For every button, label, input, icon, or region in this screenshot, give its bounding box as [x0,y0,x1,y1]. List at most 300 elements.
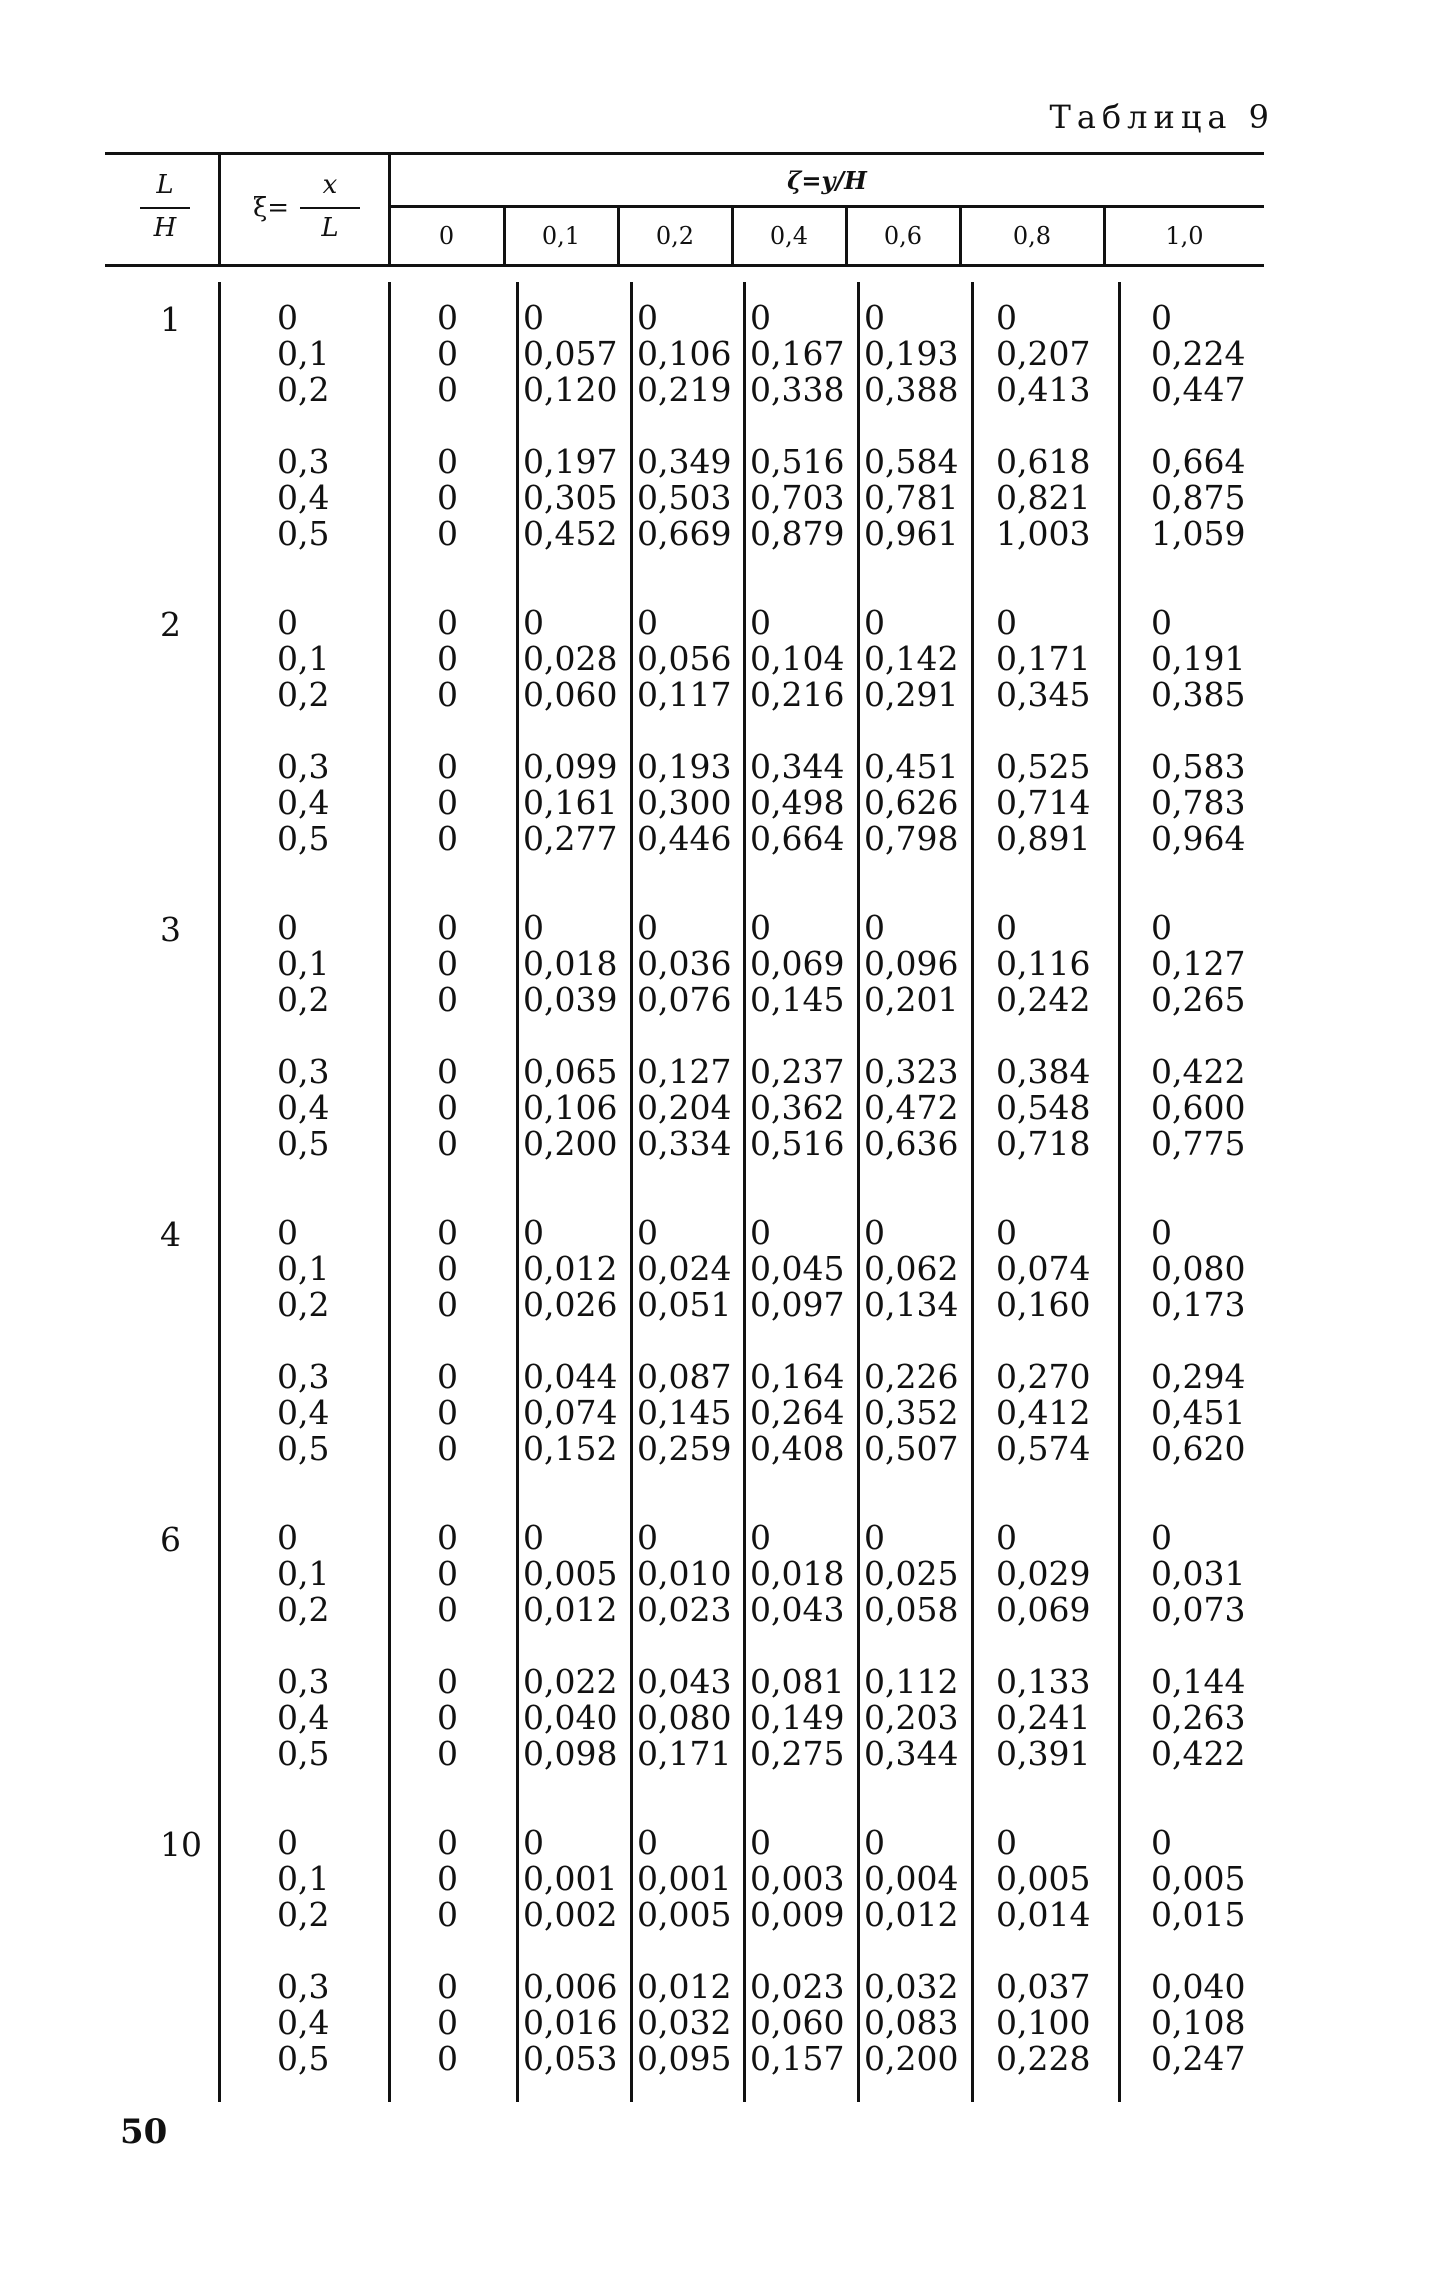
table-row [105,910,1264,946]
table-row [105,982,1264,1018]
zeta-value-cell: 0 [1151,298,1172,337]
body-separator [388,282,391,2102]
zeta-value-cell: 0,259 [637,1429,732,1468]
xi-value: 0,2 [277,370,330,409]
zeta-value-cell: 0,783 [1151,783,1246,822]
zeta-value-cell: 0,265 [1151,980,1246,1019]
zeta-value-cell: 0,173 [1151,1285,1246,1324]
zeta-value-cell: 0,022 [523,1662,618,1701]
xi-value: 0,1 [277,1554,330,1593]
zeta-column-header: 0,6 [883,222,923,250]
xi-value: 0 [277,1823,298,1862]
table-row [105,516,1264,552]
table-row [105,1126,1264,1162]
xi-value: 0,4 [277,1698,330,1737]
zeta-value-cell: 0,029 [996,1554,1091,1593]
zeta-value-cell: 0 [637,1823,658,1862]
xi-value: 0 [277,908,298,947]
zeta-value-cell: 0,100 [996,2003,1091,2042]
table-row [105,444,1264,480]
zeta-value-cell: 0 [437,478,458,517]
zeta-value-cell: 0,043 [750,1590,845,1629]
xi-value: 0,3 [277,1357,330,1396]
zeta-value-cell: 0,002 [523,1895,618,1934]
zeta-value-cell: 0,626 [864,783,959,822]
zeta-value-cell: 0 [750,908,771,947]
zeta-value-cell: 0 [1151,1823,1172,1862]
page-title: Таблица 9 [1049,98,1275,136]
zeta-value-cell: 0,300 [637,783,732,822]
zeta-value-cell: 0,097 [750,1285,845,1324]
lh-value: 3 [160,910,181,949]
zeta-value-cell: 0,338 [750,370,845,409]
table-row [105,1897,1264,1933]
zeta-value-cell: 0,636 [864,1124,959,1163]
zeta-value-cell: 0,323 [864,1052,959,1091]
table-row [105,1592,1264,1628]
zeta-value-cell: 0,120 [523,370,618,409]
zeta-value-cell: 0,349 [637,442,732,481]
xi-value: 0,3 [277,1052,330,1091]
zeta-value-cell: 0,204 [637,1088,732,1127]
zeta-value-cell: 0 [1151,1213,1172,1252]
zeta-value-cell: 0,073 [1151,1590,1246,1629]
zeta-value-cell: 0,584 [864,442,959,481]
zeta-value-cell: 0 [437,1662,458,1701]
xi-value: 0,2 [277,1590,330,1629]
zeta-value-cell: 0 [523,1823,544,1862]
zeta-value-cell: 0,074 [996,1249,1091,1288]
zeta-value-cell: 0,228 [996,2039,1091,2078]
zeta-value-cell: 0 [437,783,458,822]
zeta-value-cell: 0 [750,603,771,642]
zeta-value-cell: 0,447 [1151,370,1246,409]
zeta-value-cell: 0 [864,1213,885,1252]
zeta-value-cell: 0,193 [637,747,732,786]
table-row [105,946,1264,982]
zeta-value-cell: 0,081 [750,1662,845,1701]
table-row [105,1969,1264,2005]
table-row [105,1054,1264,1090]
zeta-value-cell: 0,037 [996,1967,1091,2006]
zeta-value-cell: 0,384 [996,1052,1091,1091]
zeta-value-cell: 0,057 [523,334,618,373]
zeta-value-cell: 0 [437,1859,458,1898]
zeta-value-cell: 0,080 [1151,1249,1246,1288]
zeta-value-cell: 0,201 [864,980,959,1019]
zeta-value-cell: 0,191 [1151,639,1246,678]
zeta-value-cell: 0,056 [637,639,732,678]
table-row [105,677,1264,713]
zeta-value-cell: 0,060 [523,675,618,714]
zeta-value-cell: 0,391 [996,1734,1091,1773]
zeta-value-cell: 0,193 [864,334,959,373]
zeta-column-header: 0,4 [769,222,809,250]
zeta-value-cell: 0 [637,1518,658,1557]
zeta-value-cell: 0,344 [864,1734,959,1773]
zeta-value-cell: 0 [437,514,458,553]
header-bottom-rule [105,264,1264,267]
zeta-value-cell: 0,010 [637,1554,732,1593]
zeta-value-cell: 0,032 [637,2003,732,2042]
zeta-value-cell: 0,821 [996,478,1091,517]
zeta-value-cell: 0 [523,298,544,337]
zeta-value-cell: 0,412 [996,1393,1091,1432]
xi-value: 0 [277,603,298,642]
lh-value: 10 [160,1825,202,1864]
xi-prefix: ξ= [252,193,290,223]
zeta-value-cell: 0,032 [864,1967,959,2006]
table-group [105,605,1264,910]
zeta-value-cell: 0,525 [996,747,1091,786]
xi-numerator: x [322,170,338,200]
zeta-value-cell: 0,025 [864,1554,959,1593]
table-row [105,749,1264,785]
zeta-value-cell: 0 [637,603,658,642]
zeta-value-cell: 0 [864,1518,885,1557]
zeta-value-cell: 0 [437,980,458,1019]
xi-value: 0,5 [277,2039,330,2078]
zeta-value-cell: 0 [437,819,458,858]
lh-fraction-bar [140,207,190,209]
zeta-value-cell: 0,583 [1151,747,1246,786]
zeta-value-cell: 0,108 [1151,2003,1246,2042]
zeta-value-cell: 0 [437,1554,458,1593]
zeta-value-cell: 1,059 [1151,514,1246,553]
lh-denominator: H [153,213,177,243]
zeta-value-cell: 0 [437,1393,458,1432]
zeta-value-cell: 0,600 [1151,1088,1246,1127]
zeta-value-cell: 0,714 [996,783,1091,822]
zeta-value-cell: 0,503 [637,478,732,517]
table-row [105,1251,1264,1287]
zeta-column-header: 0 [438,222,455,250]
zeta-value-cell: 0,095 [637,2039,732,2078]
zeta-value-cell: 0 [437,1213,458,1252]
zeta-value-cell: 0 [437,908,458,947]
table-row [105,2041,1264,2077]
zeta-value-cell: 0 [996,908,1017,947]
table-group [105,1825,1264,2130]
zeta-value-cell: 0,237 [750,1052,845,1091]
zeta-value-cell: 0,112 [864,1662,959,1701]
zeta-value-cell: 0 [637,908,658,947]
zeta-value-cell: 0,161 [523,783,618,822]
zeta-value-cell: 0,065 [523,1052,618,1091]
lh-value: 4 [160,1215,181,1254]
zeta-value-cell: 0,200 [523,1124,618,1163]
zeta-value-cell: 0,275 [750,1734,845,1773]
table-group [105,910,1264,1215]
zeta-value-cell: 0 [437,1823,458,1862]
zeta-column-header: 0,1 [541,222,581,250]
xi-value: 0,3 [277,1967,330,2006]
zeta-value-cell: 0,036 [637,944,732,983]
zeta-value-cell: 0,164 [750,1357,845,1396]
xi-value: 0,2 [277,1285,330,1324]
zeta-value-cell: 0,875 [1151,478,1246,517]
zeta-value-cell: 0 [437,1895,458,1934]
zeta-value-cell: 0,574 [996,1429,1091,1468]
zeta-value-cell: 0,004 [864,1859,959,1898]
zeta-value-cell: 0,344 [750,747,845,786]
table-row [105,1215,1264,1251]
xi-value: 0,5 [277,1429,330,1468]
zeta-value-cell: 0,264 [750,1393,845,1432]
zeta-value-cell: 0 [437,1124,458,1163]
zeta-value-cell: 0,718 [996,1124,1091,1163]
zeta-value-cell: 0,294 [1151,1357,1246,1396]
zeta-value-cell: 0,040 [523,1698,618,1737]
xi-value: 0,2 [277,1895,330,1934]
zeta-value-cell: 0 [437,1429,458,1468]
xi-value: 0,2 [277,675,330,714]
zeta-header-label: ζ=y/H [787,166,867,195]
xi-value: 0,5 [277,1734,330,1773]
zeta-value-cell: 0,012 [864,1895,959,1934]
body-separator [218,282,221,2102]
xi-value: 0,2 [277,980,330,1019]
zeta-value-cell: 0 [437,1052,458,1091]
zeta-value-cell: 0,703 [750,478,845,517]
zeta-value-cell: 0,003 [750,1859,845,1898]
xi-value: 0,1 [277,944,330,983]
zeta-value-cell: 0,031 [1151,1554,1246,1593]
zeta-value-cell: 0 [437,370,458,409]
zeta-value-cell: 0 [996,1213,1017,1252]
zeta-value-cell: 0,270 [996,1357,1091,1396]
zeta-header-rule [390,205,1264,208]
zeta-value-cell: 0 [996,603,1017,642]
zeta-value-cell: 0 [437,675,458,714]
zeta-value-cell: 0 [1151,908,1172,947]
zeta-value-cell: 0,422 [1151,1052,1246,1091]
zeta-value-cell: 0,247 [1151,2039,1246,2078]
zeta-value-cell: 0,216 [750,675,845,714]
xi-value: 0,4 [277,1088,330,1127]
zeta-value-cell: 0,024 [637,1249,732,1288]
zeta-value-cell: 0 [437,639,458,678]
zeta-value-cell: 0 [996,298,1017,337]
zeta-value-cell: 0,413 [996,370,1091,409]
zeta-column-header: 1,0 [1165,222,1204,250]
zeta-value-cell: 0,016 [523,2003,618,2042]
xi-value: 0,4 [277,783,330,822]
zeta-value-cell: 0 [750,1823,771,1862]
zeta-value-cell: 0,669 [637,514,732,553]
zeta-value-cell: 0,145 [750,980,845,1019]
zeta-value-cell: 0,053 [523,2039,618,2078]
zeta-value-cell: 0 [637,298,658,337]
zeta-value-cell: 0,618 [996,442,1091,481]
zeta-value-cell: 0,058 [864,1590,959,1629]
zeta-value-cell: 0,452 [523,514,618,553]
table-row [105,1395,1264,1431]
zeta-value-cell: 0,145 [637,1393,732,1432]
body-separator [971,282,974,2102]
zeta-value-cell: 0,060 [750,2003,845,2042]
table-group [105,1520,1264,1825]
zeta-value-cell: 0,144 [1151,1662,1246,1701]
zeta-value-cell: 0 [437,2039,458,2078]
zeta-value-cell: 0,087 [637,1357,732,1396]
table-row [105,2005,1264,2041]
zeta-value-cell: 0 [523,908,544,947]
body-separator [630,282,633,2102]
zeta-value-cell: 0,224 [1151,334,1246,373]
table-top-rule [105,152,1264,155]
zeta-value-cell: 0,964 [1151,819,1246,858]
zeta-value-cell: 0,451 [1151,1393,1246,1432]
table-row [105,821,1264,857]
zeta-value-cell: 0 [437,747,458,786]
zeta-value-cell: 0,422 [1151,1734,1246,1773]
zeta-value-cell: 0,014 [996,1895,1091,1934]
zeta-value-cell: 0,203 [864,1698,959,1737]
table-group [105,1215,1264,1520]
table-row [105,1825,1264,1861]
zeta-value-cell: 0 [437,1698,458,1737]
table-row [105,1861,1264,1897]
zeta-value-cell: 0,879 [750,514,845,553]
zeta-value-cell: 0,028 [523,639,618,678]
zeta-value-cell: 0,171 [637,1734,732,1773]
table-row [105,1700,1264,1736]
zeta-value-cell: 0 [523,1213,544,1252]
xi-value: 0,5 [277,514,330,553]
zeta-value-cell: 0,005 [1151,1859,1246,1898]
zeta-value-cell: 0,018 [523,944,618,983]
zeta-value-cell: 0,200 [864,2039,959,2078]
zeta-value-cell: 0,798 [864,819,959,858]
lh-value: 1 [160,300,181,339]
zeta-value-cell: 0,142 [864,639,959,678]
table-row [105,605,1264,641]
zeta-value-cell: 0 [437,442,458,481]
zeta-column-header: 0,2 [655,222,695,250]
zeta-value-cell: 0,001 [523,1859,618,1898]
zeta-value-cell: 0,006 [523,1967,618,2006]
lh-value: 6 [160,1520,181,1559]
zeta-value-cell: 0,385 [1151,675,1246,714]
zeta-value-cell: 0,781 [864,478,959,517]
table-row [105,1090,1264,1126]
zeta-value-cell: 0,548 [996,1088,1091,1127]
xi-value: 0,3 [277,1662,330,1701]
zeta-value-cell: 0,001 [637,1859,732,1898]
zeta-value-cell: 0,305 [523,478,618,517]
zeta-value-cell: 0 [437,1088,458,1127]
zeta-value-cell: 0,106 [637,334,732,373]
zeta-value-cell: 0,096 [864,944,959,983]
zeta-value-cell: 0,098 [523,1734,618,1773]
table-row [105,1520,1264,1556]
zeta-value-cell: 0,167 [750,334,845,373]
body-separator [743,282,746,2102]
xi-value: 0,4 [277,2003,330,2042]
zeta-value-cell: 0,133 [996,1662,1091,1701]
zeta-value-cell: 0,219 [637,370,732,409]
zeta-value-cell: 0,664 [750,819,845,858]
zeta-value-cell: 0,451 [864,747,959,786]
zeta-value-cell: 0,026 [523,1285,618,1324]
zeta-value-cell: 0,516 [750,1124,845,1163]
zeta-value-cell: 0,018 [750,1554,845,1593]
table-row [105,1287,1264,1323]
zeta-value-cell: 0 [1151,603,1172,642]
zeta-value-cell: 0,116 [996,944,1091,983]
zeta-value-cell: 0,507 [864,1429,959,1468]
zeta-value-cell: 0 [864,298,885,337]
zeta-value-cell: 0 [437,1357,458,1396]
zeta-value-cell: 0 [437,1734,458,1773]
xi-value: 0,3 [277,442,330,481]
xi-value: 0 [277,1518,298,1557]
zeta-value-cell: 0,149 [750,1698,845,1737]
xi-value: 0,1 [277,1249,330,1288]
zeta-value-cell: 0,620 [1151,1429,1246,1468]
zeta-value-cell: 0 [437,1285,458,1324]
zeta-value-cell: 0,076 [637,980,732,1019]
table-row [105,1736,1264,1772]
zeta-value-cell: 0,498 [750,783,845,822]
zeta-value-cell: 0 [437,334,458,373]
zeta-value-cell: 0 [864,603,885,642]
zeta-value-cell: 0,408 [750,1429,845,1468]
zeta-value-cell: 0 [437,298,458,337]
xi-value: 0,1 [277,334,330,373]
zeta-value-cell: 0 [437,2003,458,2042]
zeta-value-cell: 0,472 [864,1088,959,1127]
table-body [105,300,1264,2130]
zeta-value-cell: 0,226 [864,1357,959,1396]
zeta-value-cell: 0 [437,944,458,983]
zeta-value-cell: 0 [523,1518,544,1557]
table-row [105,336,1264,372]
zeta-value-cell: 0,207 [996,334,1091,373]
header-separator [218,154,221,264]
page-number: 50 [120,2112,168,2152]
table-row [105,1431,1264,1467]
zeta-value-cell: 0,106 [523,1088,618,1127]
xi-value: 0 [277,298,298,337]
zeta-value-cell: 0,009 [750,1895,845,1934]
zeta-value-cell: 0 [437,1590,458,1629]
xi-value: 0,4 [277,1393,330,1432]
xi-value: 0,5 [277,1124,330,1163]
zeta-value-cell: 0,099 [523,747,618,786]
zeta-value-cell: 0,157 [750,2039,845,2078]
zeta-value-cell: 0,664 [1151,442,1246,481]
zeta-value-cell: 0 [637,1213,658,1252]
zeta-value-cell: 0 [750,1213,771,1252]
zeta-value-cell: 0,197 [523,442,618,481]
zeta-value-cell: 0,040 [1151,1967,1246,2006]
table-row [105,300,1264,336]
zeta-value-cell: 0,012 [523,1249,618,1288]
table-row [105,1556,1264,1592]
table-row [105,480,1264,516]
zeta-value-cell: 0,891 [996,819,1091,858]
table-row [105,1664,1264,1700]
zeta-value-cell: 0,127 [1151,944,1246,983]
zeta-value-cell: 0,005 [523,1554,618,1593]
xi-value: 0 [277,1213,298,1252]
zeta-value-cell: 0,015 [1151,1895,1246,1934]
zeta-value-cell: 0,242 [996,980,1091,1019]
zeta-value-cell: 0,291 [864,675,959,714]
zeta-value-cell: 0,104 [750,639,845,678]
